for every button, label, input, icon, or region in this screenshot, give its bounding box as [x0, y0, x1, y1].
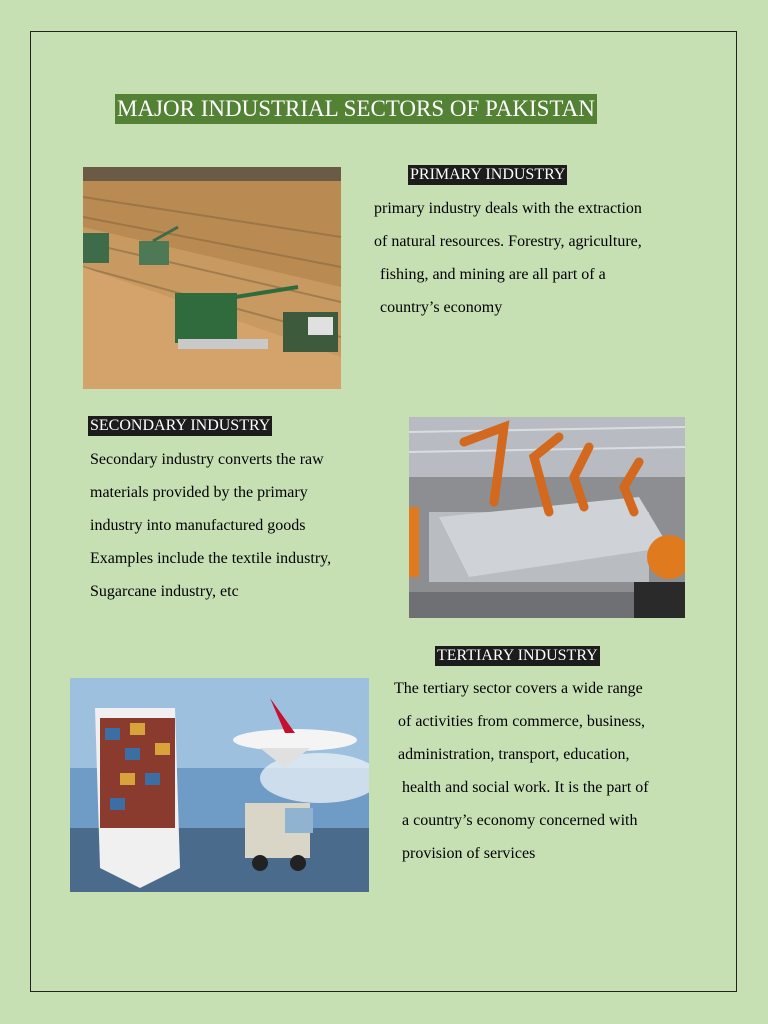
tertiary-line: a country’s economy concerned with: [402, 812, 638, 829]
secondary-paragraph: [90, 443, 331, 608]
secondary-line: Sugarcane industry, etc: [90, 583, 239, 600]
harvester-field-image: [83, 167, 341, 389]
tertiary-paragraph: [394, 672, 649, 870]
primary-line: country’s economy: [380, 299, 503, 316]
tertiary-line: administration, transport, education,: [398, 746, 630, 763]
transport-collage-image: [70, 678, 369, 892]
primary-line: primary industry deals with the extraction: [374, 200, 642, 217]
secondary-line: Examples include the textile industry,: [90, 550, 332, 567]
tertiary-line: health and social work. It is the part of: [402, 779, 649, 796]
tertiary-line: The tertiary sector covers a wide range: [394, 680, 643, 697]
page-title: MAJOR INDUSTRIAL SECTORS OF PAKISTAN: [115, 94, 597, 124]
primary-line: of natural resources. Forestry, agriculture,: [374, 233, 642, 250]
robotic-assembly-line-image: [409, 417, 685, 618]
tertiary-line: of activities from commerce, business,: [398, 713, 646, 730]
secondary-line: materials provided by the primary: [90, 484, 308, 501]
secondary-line: industry into manufactured goods: [90, 517, 306, 534]
primary-line: fishing, and mining are all part of a: [380, 266, 606, 283]
secondary-heading: SECONDARY INDUSTRY: [90, 417, 271, 434]
primary-heading: PRIMARY INDUSTRY: [410, 166, 566, 183]
secondary-line: Secondary industry converts the raw: [90, 451, 324, 468]
primary-paragraph: [374, 192, 642, 324]
tertiary-line: provision of services: [402, 845, 536, 862]
tertiary-heading: TERTIARY INDUSTRY: [437, 647, 598, 664]
